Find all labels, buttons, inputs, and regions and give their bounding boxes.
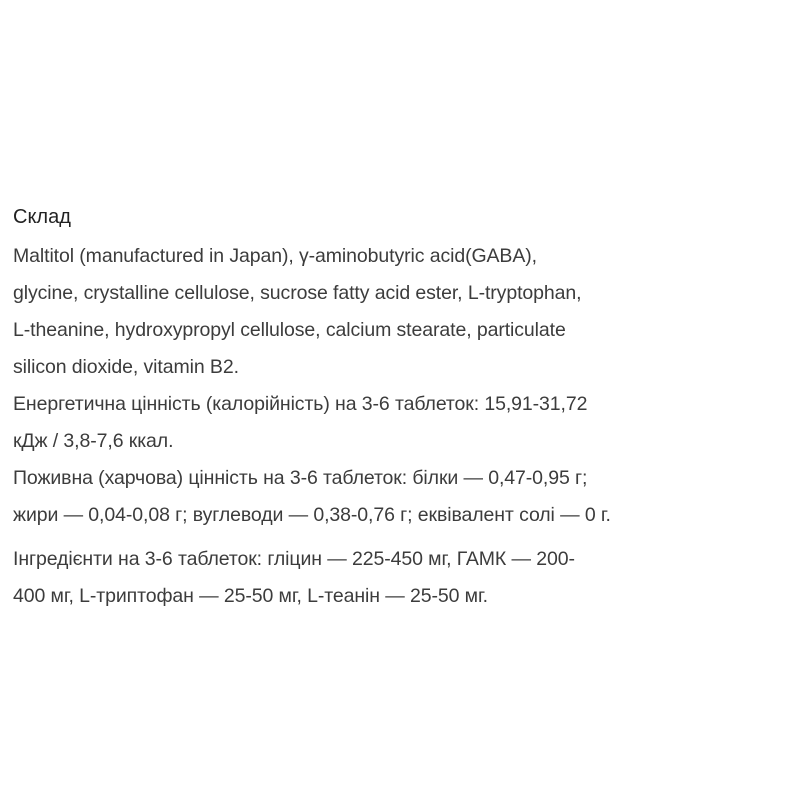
text-line: жири — 0,04-0,08 г; вуглеводи — 0,38-0,76 г; еквівалент солі — 0 г. — [13, 504, 611, 526]
ingredients-english-paragraph — [13, 238, 798, 386]
text-line: Енергетична цінність (калорійність) на 3-6 таблеток: 15,91-31,72 — [13, 393, 588, 415]
ingredients-ukrainian-paragraph — [13, 541, 798, 615]
composition-section — [13, 200, 798, 615]
energy-value-paragraph — [13, 386, 798, 460]
text-line: Maltitol (manufactured in Japan), γ-aminobutyric acid(GABA), — [13, 245, 537, 267]
text-line: 400 мг, L-триптофан — 25-50 мг, L-теанін — 25-50 мг. — [13, 585, 488, 607]
text-line: Інгредієнти на 3-6 таблеток: гліцин — 225-450 мг, ГАМК — 200- — [13, 548, 575, 570]
text-line: Поживна (харчова) цінність на 3-6 таблеток: білки — 0,47-0,95 г; — [13, 467, 588, 489]
nutrition-value-paragraph — [13, 460, 798, 534]
text-line: glycine, crystalline cellulose, sucrose fatty acid ester, L-tryptophan, — [13, 282, 582, 304]
text-line: silicon dioxide, vitamin B2. — [13, 356, 239, 378]
text-line: L-theanine, hydroxypropyl cellulose, calcium stearate, particulate — [13, 319, 566, 341]
text-line: кДж / 3,8-7,6 ккал. — [13, 430, 174, 452]
section-heading: Склад — [13, 206, 71, 228]
